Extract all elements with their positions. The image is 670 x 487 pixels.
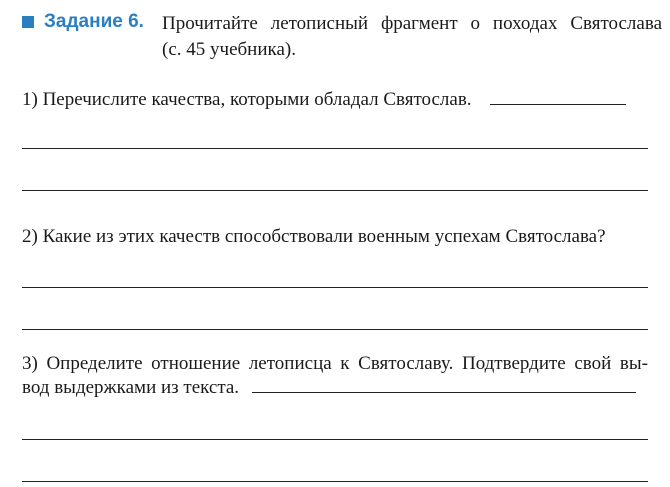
answer-line-1-inline[interactable] [490,88,626,105]
question-3 [22,352,648,400]
task-label: Задание 6. [44,11,144,32]
answer-line-3b[interactable] [22,481,648,482]
answer-line-2a[interactable] [22,287,648,288]
answer-line-3-inline[interactable] [252,376,636,393]
task-instruction-line-2: (с. 45 учебника). [162,39,296,60]
question-2 [22,225,606,249]
square-bullet-icon [22,16,34,28]
task-instruction [162,11,662,63]
task-instruction-line-1: Прочитайте летописный фрагмент о походах Святослава [162,13,662,34]
answer-line-3a[interactable] [22,439,648,440]
question-3-line-1: 3) Определите отношение летописца к Святославу. Подтвердите свой вы- [22,353,648,374]
answer-line-1a[interactable] [22,148,648,149]
answer-line-2b[interactable] [22,329,648,330]
question-2-text: 2) Какие из этих качеств способствовали военным успехам Святослава? [22,226,606,247]
question-1 [22,88,626,112]
answer-line-1b[interactable] [22,190,648,191]
question-3-line-2: вод выдержками из текста. [22,377,240,398]
question-1-text: 1) Перечислите качества, которыми обладал Святослав. [22,89,472,110]
